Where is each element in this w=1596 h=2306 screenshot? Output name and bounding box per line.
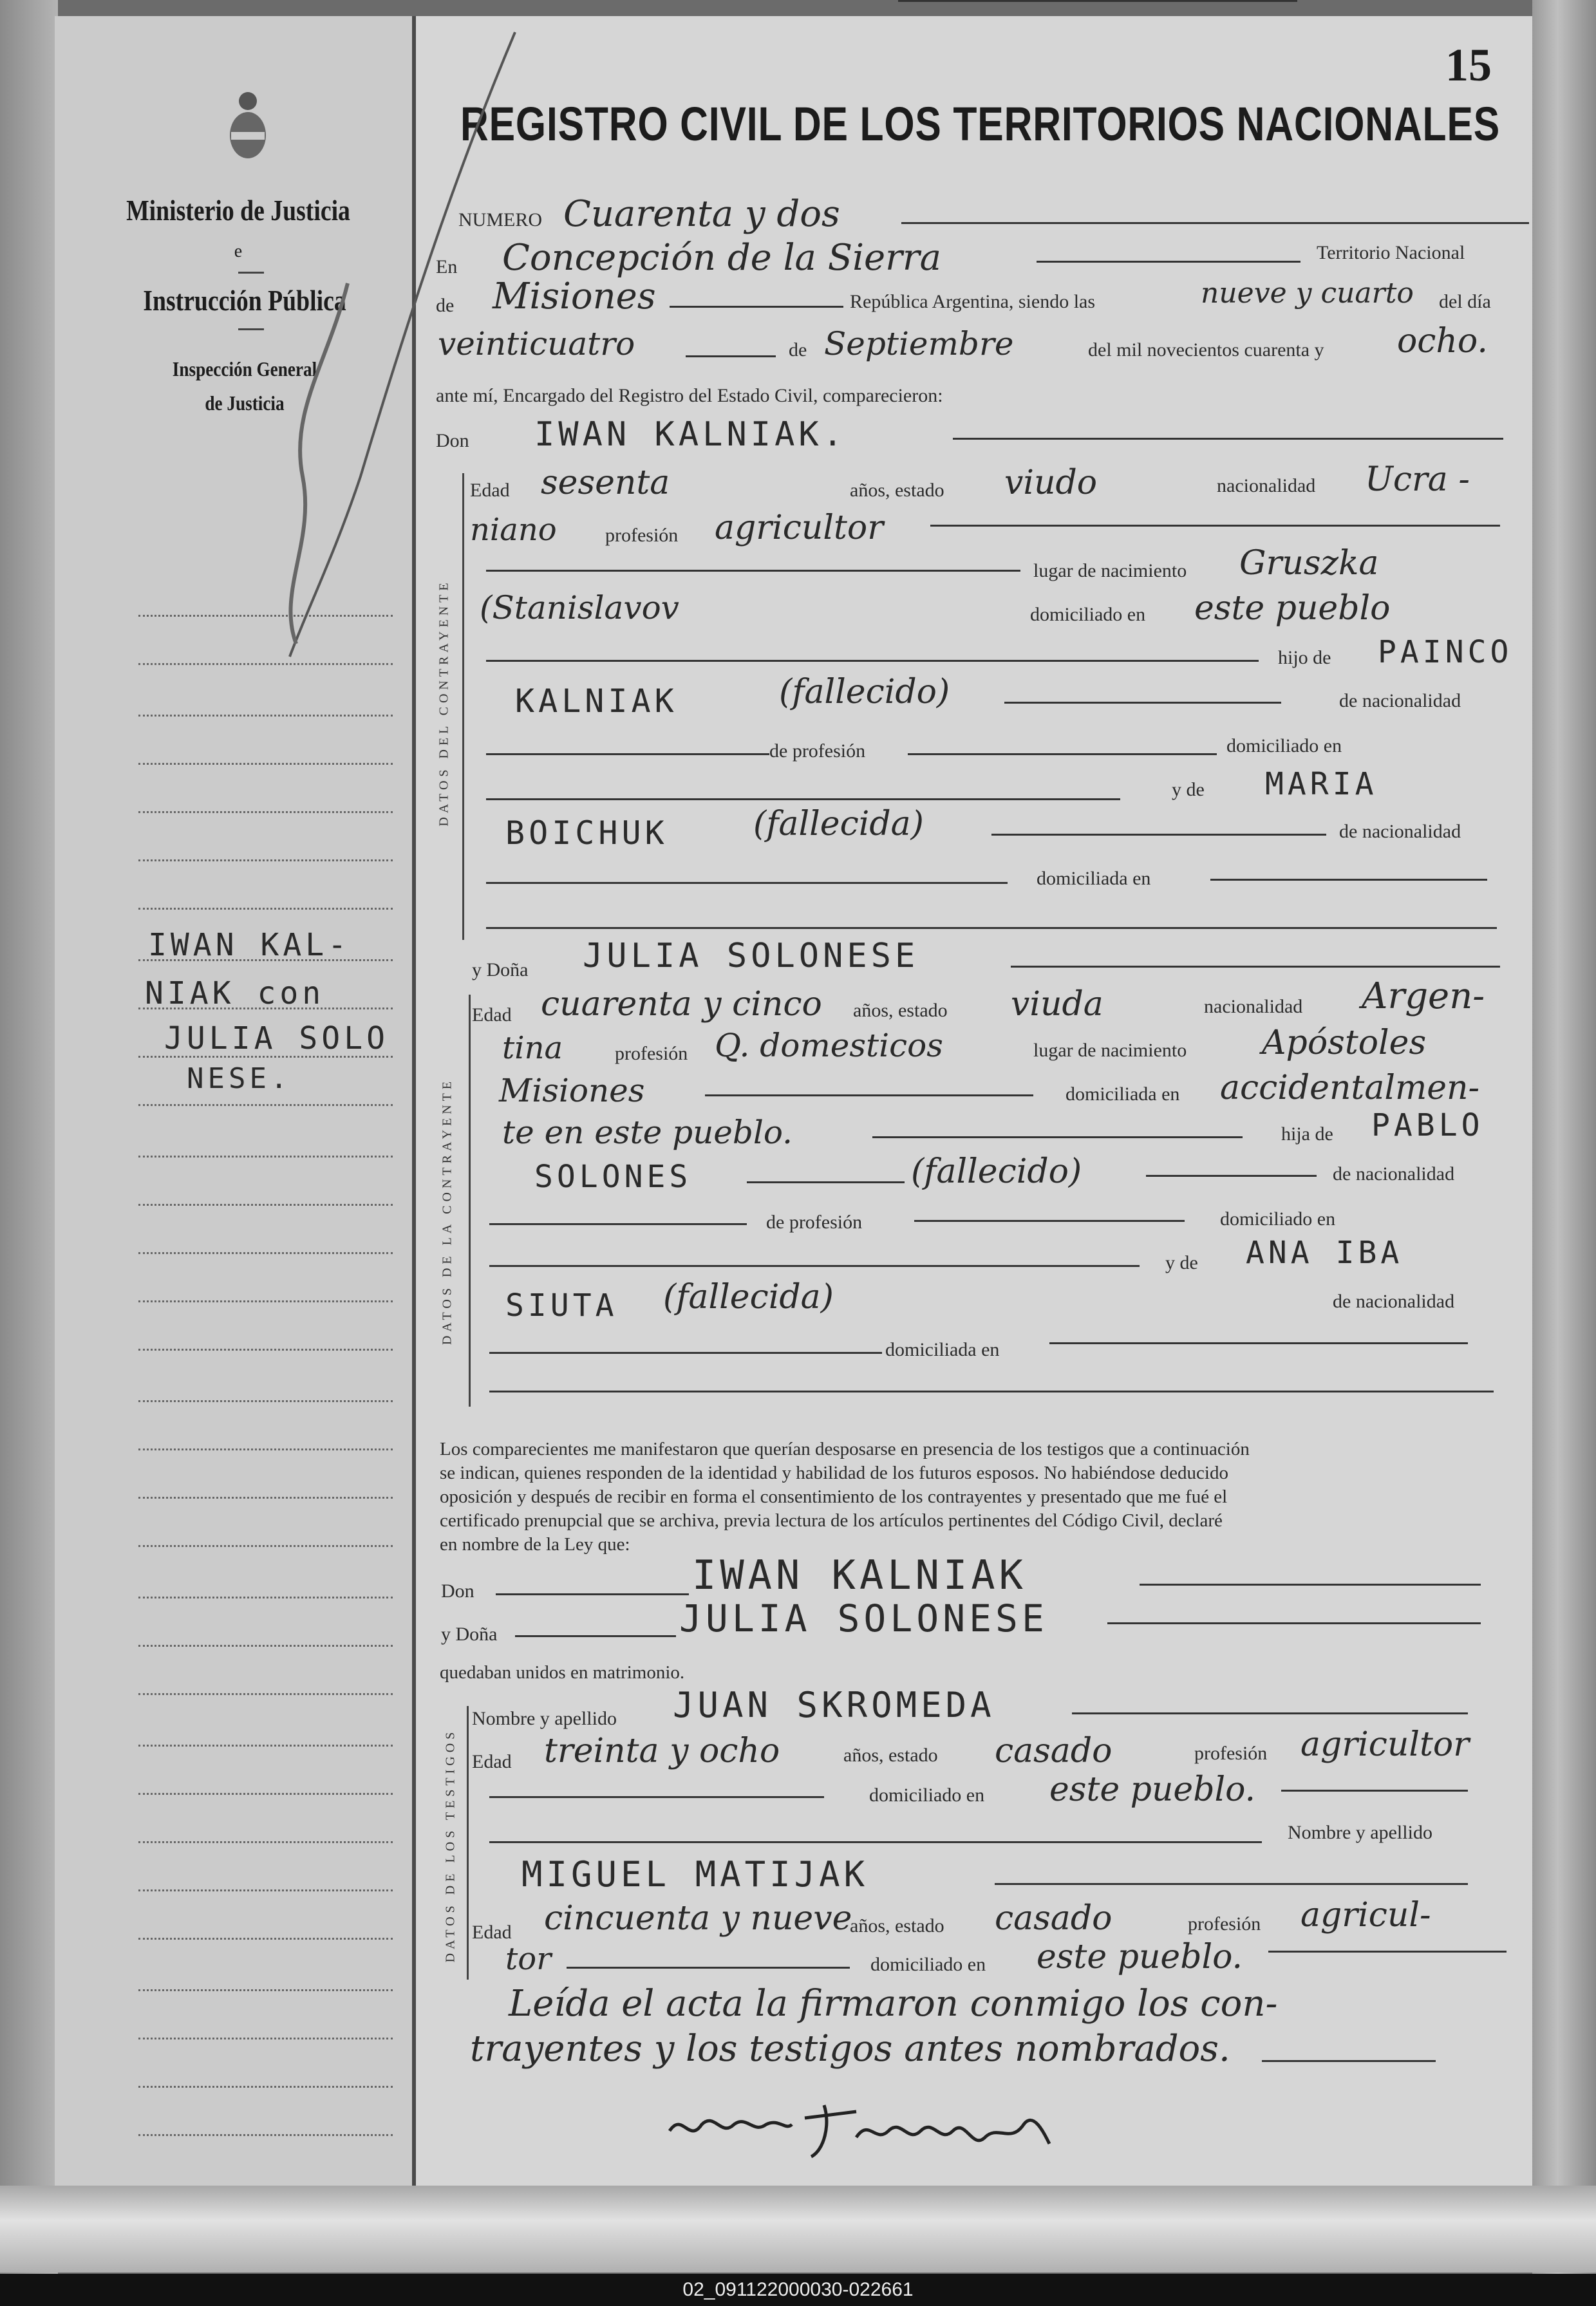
- value-dia: veinticuatro: [438, 325, 635, 362]
- label-domiciliado: domiciliado en: [1226, 735, 1342, 756]
- label-nacionalidad: nacionalidad: [1217, 475, 1316, 496]
- fill-line: [486, 660, 1259, 662]
- value-lugar: Concepción de la Sierra: [502, 237, 942, 279]
- margin-note-line: NIAK con: [145, 975, 325, 1011]
- fill-line: [489, 1841, 1262, 1843]
- fill-line: [1262, 2060, 1436, 2062]
- fill-line: [486, 570, 1020, 572]
- value-t1-estado: casado: [995, 1732, 1113, 1770]
- label-hijo-de: hijo de: [1278, 647, 1331, 668]
- value-t1-domic: este pueblo.: [1049, 1770, 1256, 1809]
- fill-line: [489, 1391, 1494, 1392]
- side-label-contrayenta: DATOS DE LA CONTRAYENTE: [440, 1077, 455, 1345]
- label-de-nacionalidad: de nacionalidad: [1333, 1291, 1455, 1312]
- label-y-de: y de: [1172, 779, 1205, 800]
- value-t2-prof1: agricul-: [1300, 1896, 1431, 1935]
- label-lugar-nacimiento: lugar de nacimiento: [1033, 560, 1187, 581]
- label-quedaban: quedaban unidos en matrimonio.: [440, 1662, 685, 1683]
- ministry-conjunction: e: [234, 241, 243, 261]
- label-domiciliado: domiciliado en: [1220, 1208, 1336, 1230]
- value-t2-nombre: MIGUEL MATIJAK: [521, 1854, 869, 1895]
- value-anio: ocho.: [1397, 322, 1488, 361]
- inspection-line-2: de Justicia: [205, 391, 285, 415]
- label-del-dia: del día: [1439, 291, 1491, 312]
- value-g-lugar2: (Stanislavov: [480, 589, 679, 626]
- margin-note-line: IWAN KAL-: [148, 927, 351, 963]
- fill-line: [901, 222, 1529, 224]
- fill-line: [486, 927, 1497, 929]
- label-y-dona: y Doña: [441, 1624, 498, 1645]
- fill-line: [705, 1094, 1033, 1096]
- label-edad: Edad: [472, 1751, 512, 1772]
- signature: [663, 2086, 1062, 2170]
- paragraph-line: oposición y después de recibir en forma el consentimiento de los contrayentes y presentado que me fué el: [440, 1486, 1228, 1507]
- label-profesion: profesión: [615, 1043, 688, 1064]
- label-domiciliada: domiciliada en: [885, 1339, 1000, 1360]
- fill-line: [1004, 702, 1281, 704]
- value-t1-prof: agricultor: [1300, 1725, 1470, 1764]
- label-nacionalidad: nacionalidad: [1204, 996, 1303, 1017]
- binding-right-edge: [1532, 0, 1596, 2306]
- fill-line: [1268, 1951, 1507, 1953]
- paragraph-line: se indican, quienes responden de la identidad y habilidad de los futuros esposos. No habiéndose deducido: [440, 1463, 1228, 1483]
- label-de-mes: de: [789, 339, 807, 361]
- value-t2-domic: este pueblo.: [1037, 1938, 1243, 1976]
- paragraph-line: Los comparecientes me manifestaron que querían desposarse en presencia de los testigos que a continuación: [440, 1439, 1250, 1459]
- label-y-dona: y Doña: [472, 959, 529, 980]
- label-numero: NUMERO: [458, 209, 543, 230]
- value-b-prof: Q. domesticos: [715, 1027, 943, 1064]
- page-bottom-binding: [0, 2186, 1596, 2273]
- margin-note-line: JULIA SOLO: [164, 1020, 389, 1056]
- closing-line: Leída el acta la firmaron conmigo los con-: [509, 1983, 1278, 2025]
- value-b-padre1: PABLO: [1371, 1107, 1484, 1143]
- value-territorio: Misiones: [493, 276, 656, 317]
- fill-line: [686, 355, 776, 357]
- value-decl-don: IWAN KALNIAK: [692, 1551, 1027, 1598]
- value-b-madre3: (fallecida): [663, 1278, 834, 1317]
- label-de-nacionalidad: de nacionalidad: [1333, 1163, 1455, 1185]
- value-b-nac2: tina: [502, 1030, 563, 1066]
- paragraph-line: certificado prenupcial que se archiva, previa lectura de los artículos pertinentes del Código Civil, declaré: [440, 1510, 1223, 1531]
- value-b-estado: viuda: [1011, 985, 1103, 1024]
- fill-line: [489, 1352, 882, 1354]
- value-g-nac2: niano: [470, 512, 557, 548]
- value-t2-edad: cincuenta y nueve: [544, 1899, 852, 1938]
- ministry-line-2: Instrucción Pública: [143, 284, 346, 317]
- label-nombre-apellido: Nombre y apellido: [1288, 1822, 1432, 1843]
- label-anos-estado: años, estado: [850, 480, 944, 501]
- paragraph-line: en nombre de la Ley que:: [440, 1534, 630, 1555]
- fill-line: [486, 798, 1120, 800]
- label-edad: Edad: [472, 1004, 512, 1026]
- label-don: Don: [436, 430, 469, 451]
- fill-line: [486, 882, 1008, 884]
- label-ante-mi: ante mí, Encargado del Registro del Estado Civil, comparecieron:: [436, 385, 943, 406]
- label-de-nacionalidad: de nacionalidad: [1339, 690, 1461, 711]
- label-domiciliado: domiciliado en: [1030, 604, 1146, 625]
- value-decl-dona: JULIA SOLONESE: [679, 1597, 1048, 1640]
- value-don: IWAN KALNIAK.: [534, 415, 847, 454]
- fill-line: [489, 1796, 824, 1798]
- fill-line: [515, 1635, 676, 1637]
- label-republica: República Argentina, siendo las: [850, 291, 1096, 312]
- value-t2-estado: casado: [995, 1899, 1113, 1938]
- label-domiciliado: domiciliado en: [869, 1785, 985, 1806]
- value-t1-nombre: JUAN SKROMEDA: [673, 1685, 995, 1725]
- label-territorio: Territorio Nacional: [1317, 242, 1465, 263]
- fill-line: [496, 1593, 689, 1595]
- fill-line: [872, 1136, 1243, 1138]
- label-domiciliada: domiciliada en: [1066, 1083, 1180, 1105]
- label-anos-estado: años, estado: [843, 1745, 938, 1766]
- label-anos-estado: años, estado: [850, 1915, 944, 1936]
- value-g-lugar: Gruszka: [1239, 544, 1379, 583]
- fill-line: [898, 0, 1297, 2]
- side-label-contrayente: DATOS DEL CONTRAYENTE: [437, 579, 451, 827]
- label-del-mil: del mil novecientos cuarenta y: [1088, 339, 1324, 361]
- value-g-madre2: BOICHUK: [505, 814, 668, 852]
- fill-line: [670, 306, 843, 308]
- margin-note-line: NESE.: [187, 1062, 292, 1095]
- value-b-edad: cuarenta y cinco: [541, 985, 822, 1024]
- fill-line: [953, 438, 1503, 440]
- value-t2-prof2: tor: [505, 1941, 552, 1977]
- value-b-lugar: Apóstoles: [1262, 1024, 1427, 1062]
- fill-line: [1037, 261, 1300, 263]
- label-y-de: y de: [1165, 1252, 1198, 1273]
- fill-line: [908, 753, 1217, 755]
- label-don: Don: [441, 1580, 474, 1602]
- ministry-line-1: Ministerio de Justicia: [126, 194, 350, 227]
- page-number: 15: [1445, 39, 1492, 91]
- fill-line: [1107, 1622, 1481, 1624]
- binding-left-edge: [0, 0, 58, 2306]
- label-en: En: [436, 256, 458, 277]
- label-lugar-nacimiento: lugar de nacimiento: [1033, 1040, 1187, 1061]
- value-b-padre2: SOLONES: [534, 1159, 692, 1195]
- side-label-testigos: DATOS DE LOS TESTIGOS: [443, 1728, 458, 1963]
- fill-line: [747, 1181, 905, 1183]
- value-b-madre2: SIUTA: [505, 1288, 618, 1324]
- fill-line: [486, 753, 769, 755]
- value-b-lugar2: Misiones: [499, 1072, 645, 1109]
- value-g-edad: sesenta: [541, 464, 670, 502]
- fill-line: [1072, 1712, 1468, 1714]
- value-g-padre1: PAINCO: [1378, 634, 1513, 670]
- label-profesion: profesión: [1188, 1913, 1261, 1935]
- bracket: [462, 473, 464, 940]
- label-domiciliada: domiciliada en: [1037, 868, 1151, 889]
- value-g-domic: este pueblo: [1194, 589, 1391, 628]
- page-title: REGISTRO CIVIL DE LOS TERRITORIOS NACIONALES: [460, 97, 1501, 151]
- value-g-madre3: (fallecida): [753, 805, 924, 843]
- fill-line: [489, 1223, 747, 1225]
- bracket: [467, 1706, 469, 1980]
- label-de-nacionalidad: de nacionalidad: [1339, 821, 1461, 842]
- label-profesion: profesión: [1194, 1743, 1268, 1764]
- label-profesion: profesión: [605, 525, 679, 546]
- value-mes: Septiembre: [824, 325, 1014, 362]
- label-hija-de: hija de: [1281, 1123, 1333, 1145]
- value-b-domic1: accidentalmen-: [1220, 1069, 1480, 1107]
- fill-line: [995, 1883, 1468, 1885]
- fill-line: [567, 1967, 850, 1969]
- fill-line: [1011, 966, 1500, 968]
- fill-line: [914, 1220, 1185, 1222]
- fill-line: [1140, 1584, 1481, 1586]
- value-b-padre3: (fallecido): [911, 1152, 1082, 1191]
- value-t1-edad: treinta y ocho: [544, 1732, 780, 1770]
- label-de-profesion: de profesión: [766, 1212, 863, 1233]
- value-g-padre3: (fallecido): [779, 673, 950, 711]
- inspection-line-1: Inspección General: [172, 357, 317, 380]
- label-de: de: [436, 295, 455, 316]
- label-nombre-apellido: Nombre y apellido: [472, 1708, 617, 1729]
- fill-line: [1049, 1342, 1468, 1344]
- value-g-prof: agricultor: [715, 509, 884, 547]
- value-b-madre1: ANA IBA: [1246, 1235, 1404, 1271]
- value-b-domic2: te en este pueblo.: [502, 1114, 793, 1151]
- fill-line: [930, 525, 1500, 527]
- fill-line: [1281, 1790, 1468, 1792]
- value-g-nac1: Ucra -: [1365, 460, 1470, 499]
- value-g-estado: viudo: [1004, 464, 1098, 502]
- label-de-profesion: de profesión: [769, 740, 866, 762]
- fill-line: [1210, 879, 1487, 881]
- value-numero: Cuarenta y dos: [563, 193, 840, 235]
- fill-line: [991, 834, 1326, 836]
- value-b-nac1: Argen-: [1362, 975, 1485, 1017]
- label-domiciliado: domiciliado en: [870, 1954, 986, 1975]
- label-edad: Edad: [472, 1922, 512, 1943]
- bracket: [469, 995, 471, 1407]
- image-caption: 02_091122000030-022661: [0, 2274, 1596, 2306]
- fill-line: [489, 1265, 1140, 1267]
- label-anos-estado: años, estado: [853, 1000, 948, 1021]
- value-g-madre1: MARIA: [1265, 766, 1378, 802]
- label-edad: Edad: [470, 480, 510, 501]
- closing-line: trayentes y los testigos antes nombrados.: [470, 2028, 1230, 2070]
- value-dona: JULIA SOLONESE: [583, 937, 919, 975]
- value-g-padre2: KALNIAK: [515, 682, 678, 720]
- value-hora: nueve y cuarto: [1201, 277, 1414, 310]
- fill-line: [1146, 1175, 1317, 1177]
